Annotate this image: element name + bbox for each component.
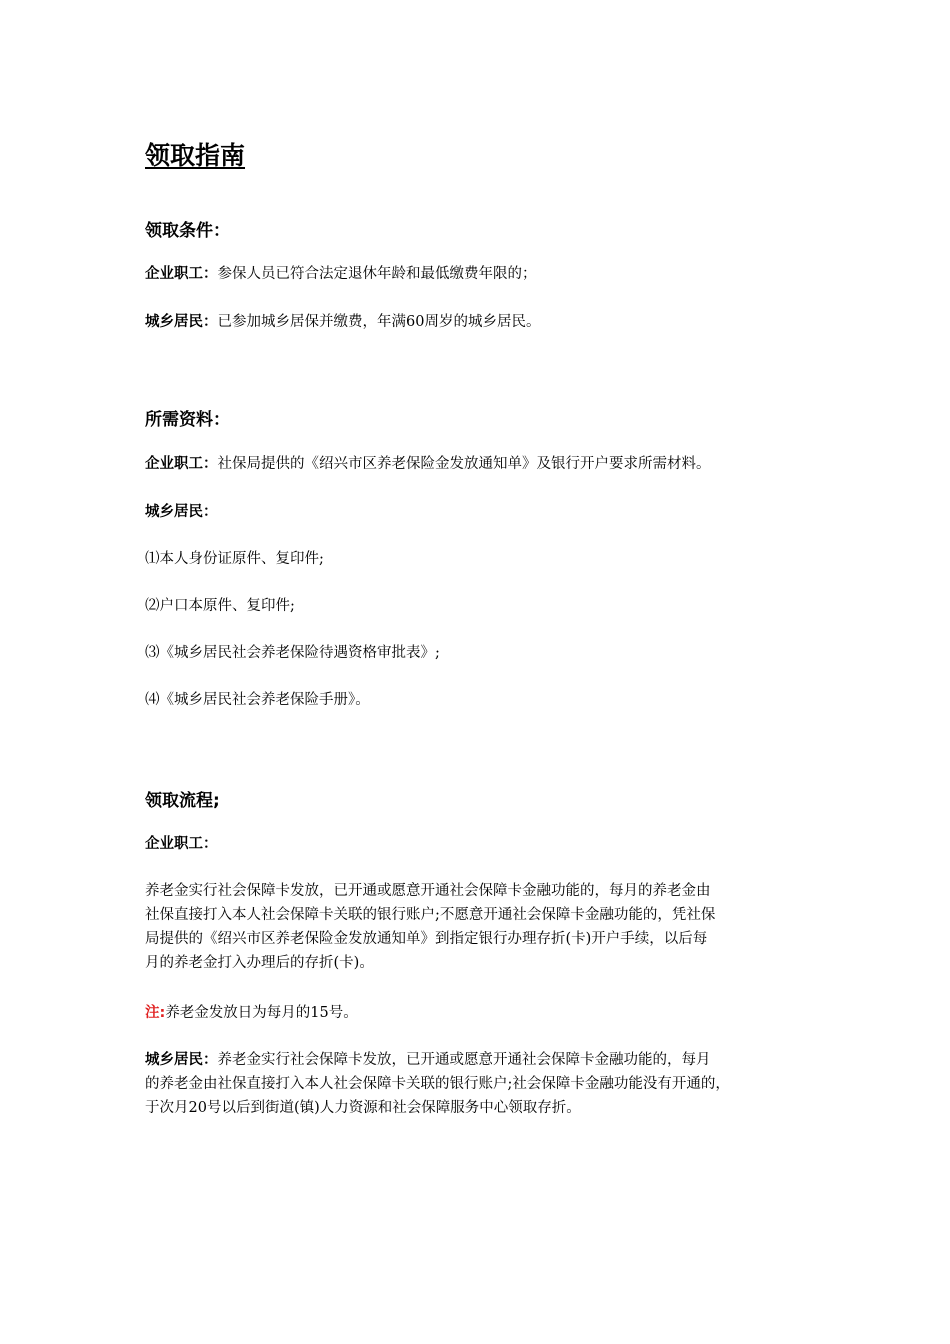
process-resident-first-line: 养老金实行社会保障卡发放，已开通或愿意开通社会保障卡金融功能的，每月 — [217, 1052, 711, 1068]
materials-heading: 所需资料： — [145, 410, 230, 430]
conditions-enterprise-text: 参保人员已符合法定退休年龄和最低缴费年限的； — [217, 266, 537, 282]
materials-enterprise-text: 社保局提供的《绍兴市区养老保险金发放通知单》及银行开户要求所需材料。 — [217, 456, 711, 472]
materials-item: ⑴本人身份证原件、复印件; — [145, 551, 324, 567]
process-note-line — [145, 1002, 358, 1024]
materials-enterprise-line — [145, 453, 711, 475]
process-enterprise-paragraph — [145, 879, 815, 975]
paragraph-line: 的养老金由社保直接打入本人社会保障卡关联的银行账户;社会保障卡金融功能没有开通的， — [145, 1076, 730, 1092]
conditions-resident-text: 已参加城乡居保并缴费，年满60周岁的城乡居民。 — [217, 314, 541, 330]
paragraph-line: 局提供的《绍兴市区养老保险金发放通知单》到指定银行办理存折(卡)开户手续，以后每 — [145, 931, 708, 947]
page-title: 领取指南 — [145, 141, 246, 170]
materials-enterprise-label: 企业职工： — [145, 456, 218, 472]
process-enterprise-line — [145, 833, 218, 855]
materials-item: ⑷《城乡居民社会养老保险手册》。 — [145, 692, 370, 708]
process-heading: 领取流程; — [145, 791, 220, 811]
conditions-heading: 领取条件： — [145, 221, 230, 241]
paragraph-line — [145, 1048, 815, 1072]
paragraph-line: 月的养老金打入办理后的存折(卡)。 — [145, 955, 374, 971]
materials-item: ⑶《城乡居民社会养老保险待遇资格审批表》; — [145, 645, 440, 661]
materials-item: ⑵户口本原件、复印件; — [145, 598, 295, 614]
paragraph-line: 社保直接打入本人社会保障卡关联的银行账户;不愿意开通社会保障卡金融功能的，凭社保 — [145, 907, 716, 923]
paragraph-line: 养老金实行社会保障卡发放，已开通或愿意开通社会保障卡金融功能的，每月的养老金由 — [145, 883, 711, 899]
process-resident-label: 城乡居民： — [145, 1052, 218, 1068]
note-text: 养老金发放日为每月的15号。 — [165, 1005, 358, 1021]
materials-resident-line — [145, 501, 218, 523]
conditions-enterprise-line — [145, 263, 537, 285]
conditions-resident-line — [145, 311, 540, 333]
note-label: 注: — [145, 1005, 166, 1021]
paragraph-line: 于次月20号以后到街道(镇)人力资源和社会保障服务中心领取存折。 — [145, 1100, 581, 1116]
process-enterprise-label: 企业职工： — [145, 836, 218, 852]
conditions-resident-label: 城乡居民： — [145, 314, 218, 330]
process-resident-paragraph — [145, 1048, 815, 1120]
conditions-enterprise-label: 企业职工： — [145, 266, 218, 282]
materials-resident-label: 城乡居民： — [145, 504, 218, 520]
